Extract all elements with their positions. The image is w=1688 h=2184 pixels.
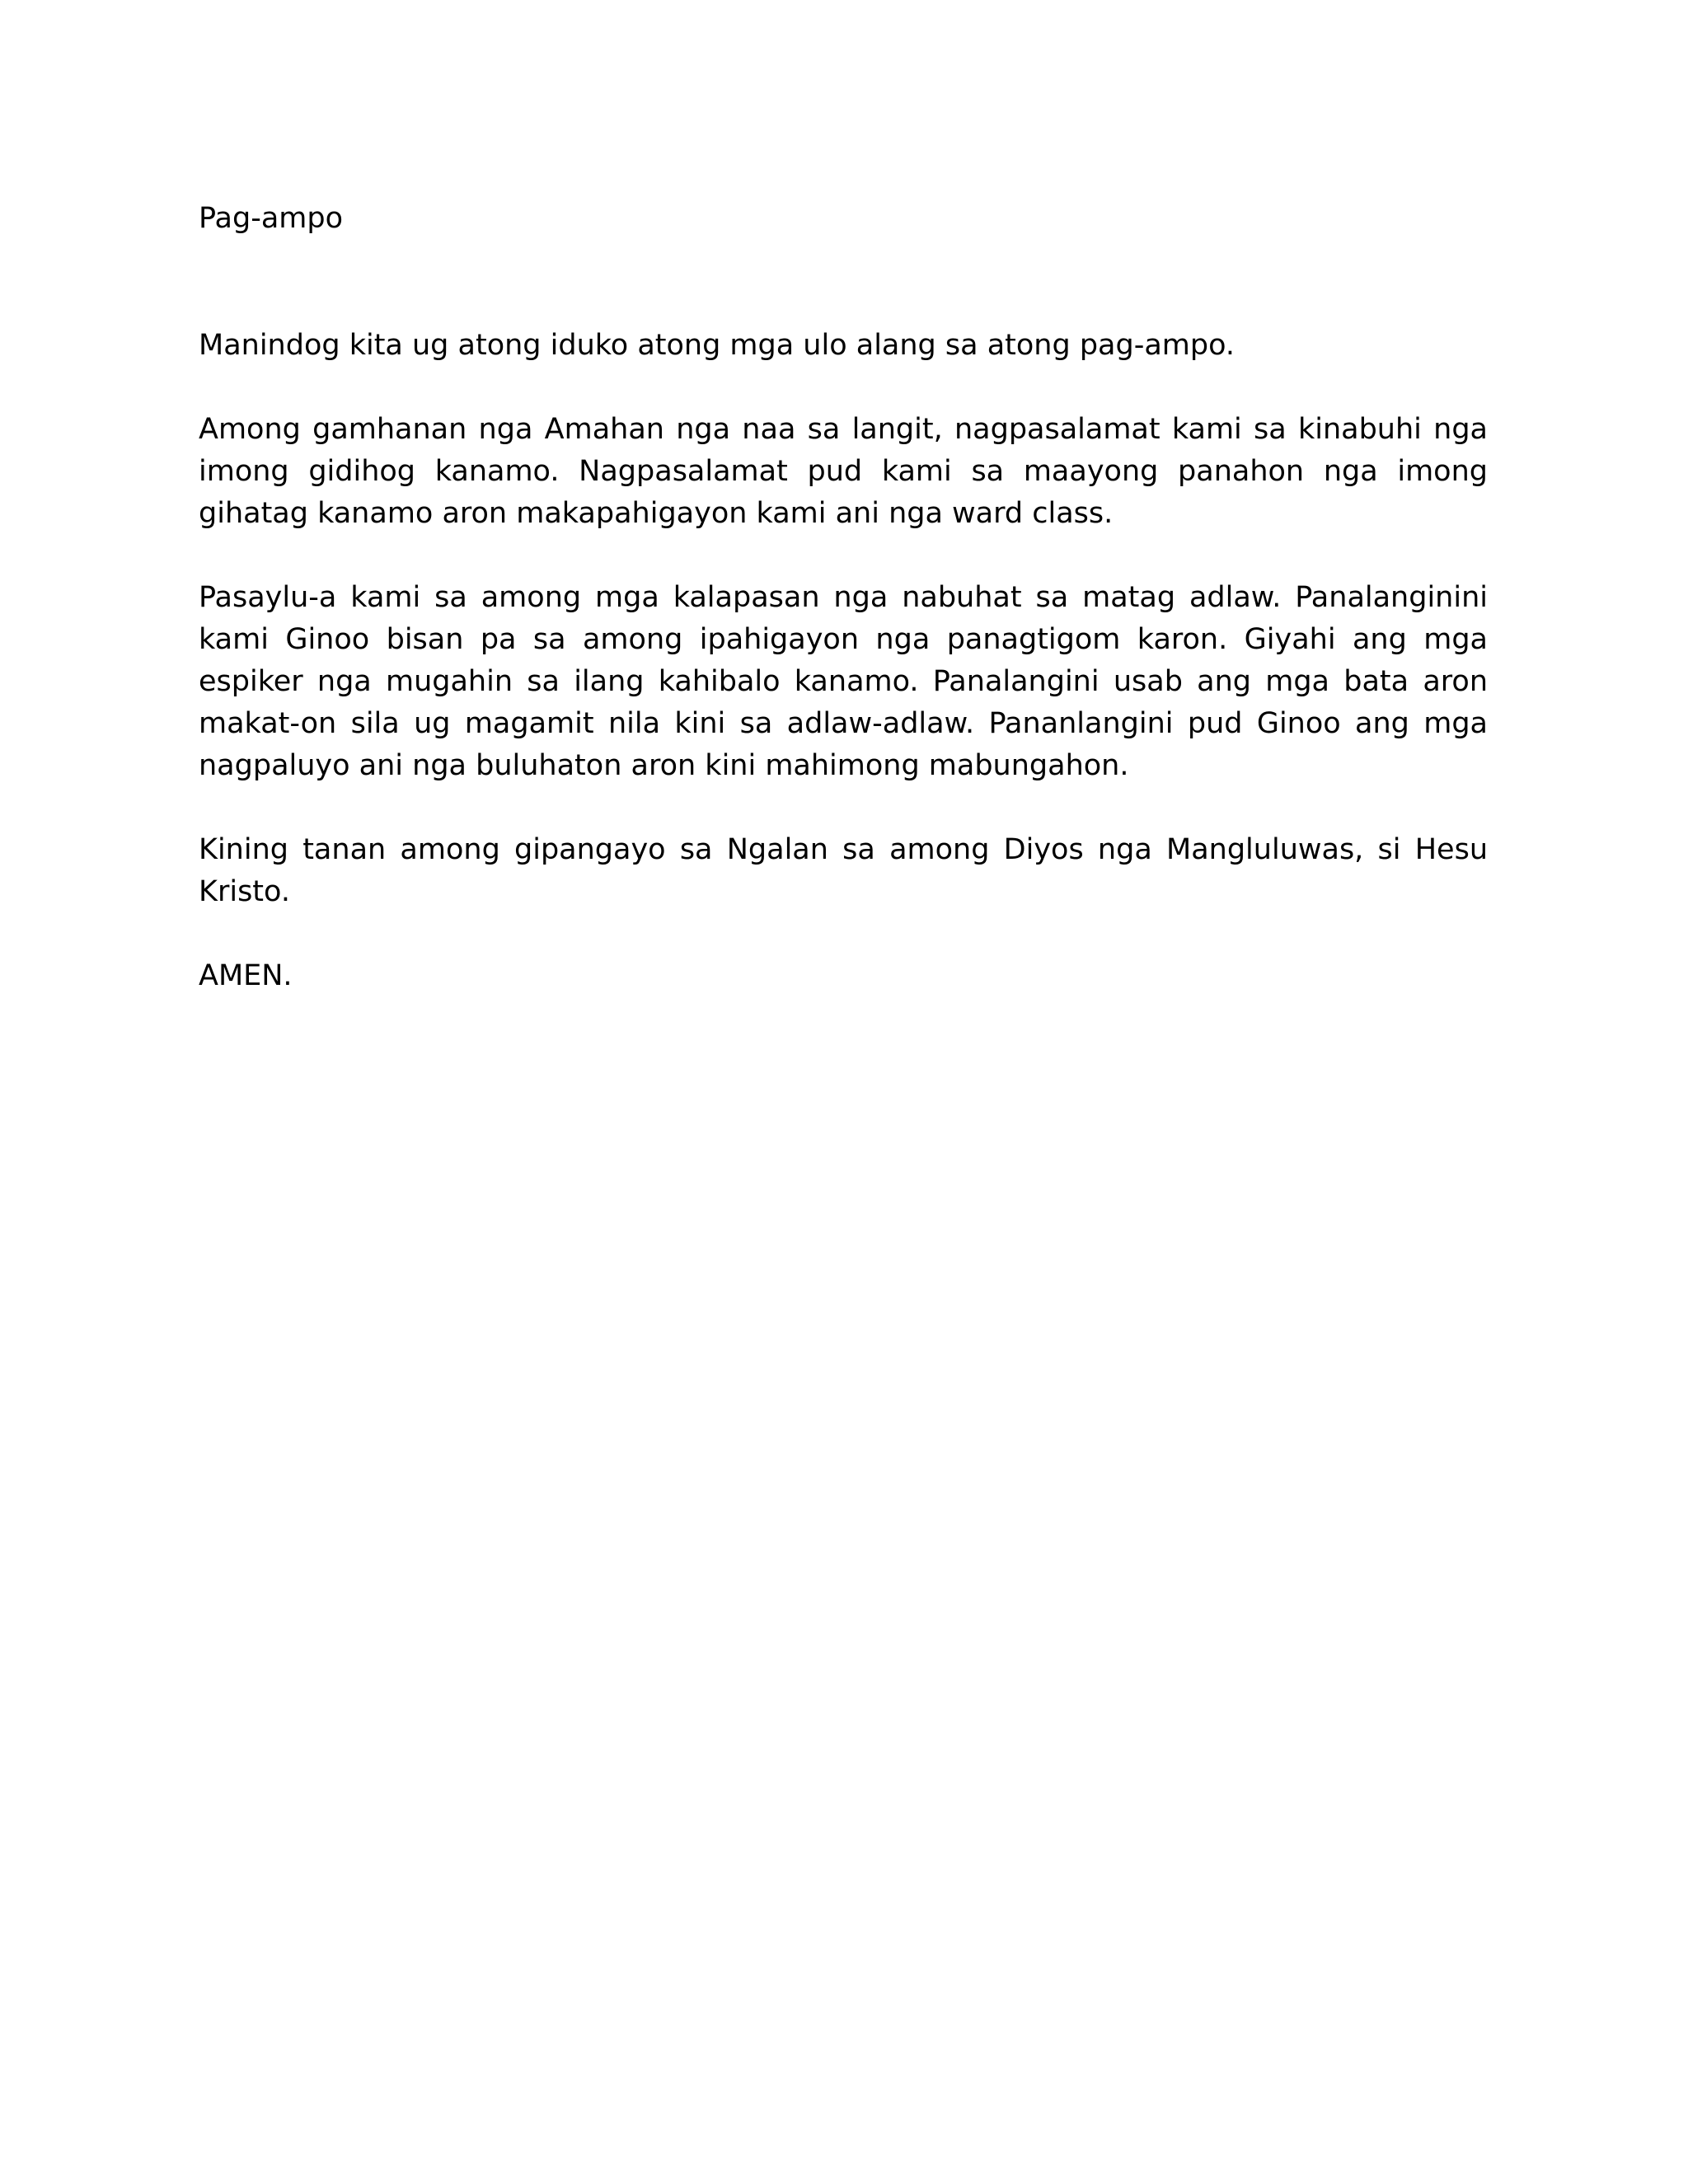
paragraph-amen: AMEN. [199,959,293,992]
paragraph-invitation: Manindog kita ug atong iduko atong mga ulo alang sa atong pag-ampo. [199,329,1236,362]
document-title: Pag-ampo [199,202,343,235]
document-body [199,198,1488,997]
paragraph-closing: Kining tanan among gipangayo sa Ngalan sa among Diyos nga Mangluluwas, si Hesu Kristo. [199,833,1488,908]
paragraph-thanksgiving: Among gamhanan nga Amahan nga naa sa langit, nagpasalamat kami sa kinabuhi nga imong gidihog kanamo. Nagpasalamat pud kami sa maayong panahon nga imong gihatag kanamo aron makapahigayon kami ani nga ward class. [199,413,1488,530]
paragraph-petition: Pasaylu-a kami sa among mga kalapasan nga nabuhat sa matag adlaw. Panalanginini kami Ginoo bisan pa sa among ipahigayon nga panagtigom karon. Giyahi ang mga espiker nga mugahin sa ilang kahibalo kanamo. Panalangini usab ang mga bata aron makat-on sila ug magamit nila kini sa adlaw-adlaw. Pananlangini pud Ginoo ang mga nagpaluyo ani nga buluhaton aron kini mahimong mabungahon. [199,581,1488,782]
